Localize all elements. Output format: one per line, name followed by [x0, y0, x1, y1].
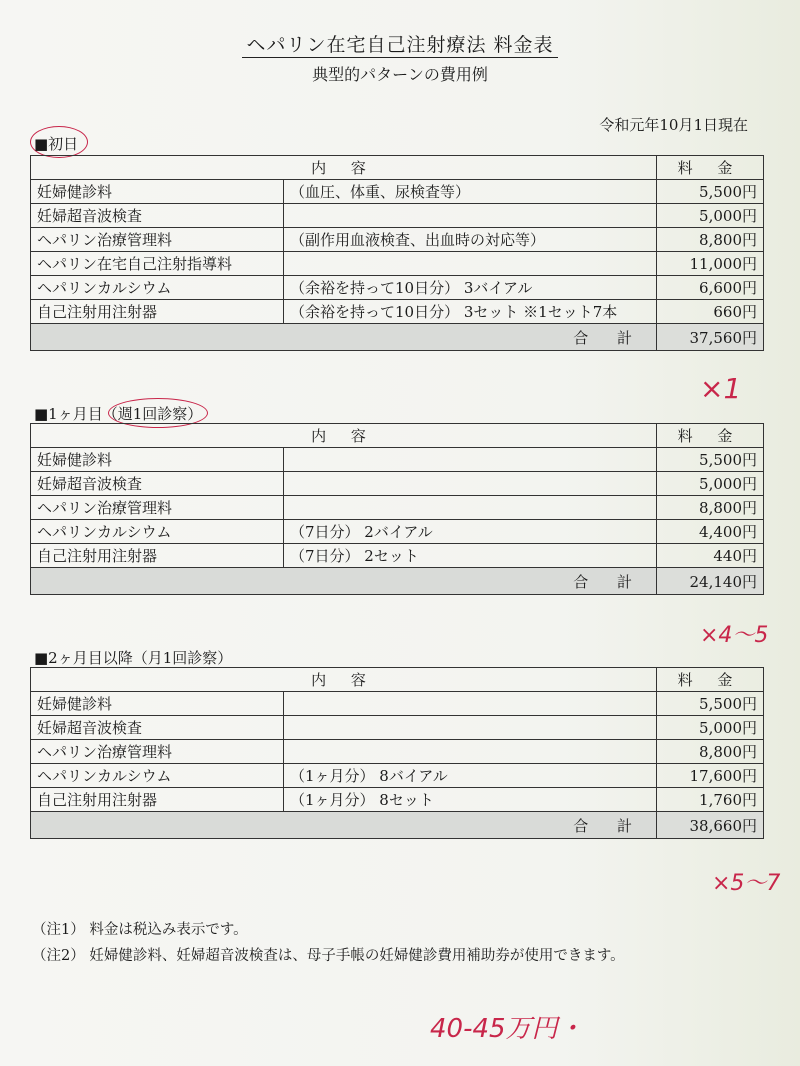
row-amount: 5,000円 [657, 716, 764, 740]
row-item: ヘパリン治療管理料 [31, 740, 284, 764]
row-item: 妊婦健診料 [31, 448, 284, 472]
row-item: 妊婦健診料 [31, 692, 284, 716]
row-amount: 8,800円 [657, 496, 764, 520]
row-amount: 17,600円 [657, 764, 764, 788]
section-label-day1: ■初日 [34, 135, 79, 153]
row-detail [284, 692, 657, 716]
document-title: ヘパリン在宅自己注射療法 料金表 [0, 30, 800, 57]
row-detail [284, 716, 657, 740]
row-detail: （余裕を持って10日分） 3セット ※1セット7本 [284, 300, 657, 324]
row-item: 自己注射用注射器 [31, 544, 284, 568]
row-amount: 660円 [657, 300, 764, 324]
row-detail: （副作用血液検査、出血時の対応等） [284, 228, 657, 252]
row-detail [284, 252, 657, 276]
table-header-row [31, 424, 764, 448]
note-1: （注1） 料金は税込み表示です。 [32, 922, 248, 938]
table-row [31, 544, 764, 568]
row-detail: （1ヶ月分） 8バイアル [284, 764, 657, 788]
table-row [31, 692, 764, 716]
row-detail: （7日分） 2セット [284, 544, 657, 568]
row-amount: 440円 [657, 544, 764, 568]
total-row [31, 324, 764, 351]
table-row [31, 448, 764, 472]
header-fee: 料 金 [657, 424, 764, 448]
header-fee: 料 金 [657, 156, 764, 180]
row-item: 自己注射用注射器 [31, 788, 284, 812]
row-item: 妊婦超音波検査 [31, 204, 284, 228]
header-content: 内 容 [31, 668, 657, 692]
row-amount: 8,800円 [657, 740, 764, 764]
row-amount: 1,760円 [657, 788, 764, 812]
row-detail: （7日分） 2バイアル [284, 520, 657, 544]
table-row [31, 204, 764, 228]
handwritten-multiplier-month2: ×5〜7 [712, 871, 781, 896]
row-amount: 5,500円 [657, 180, 764, 204]
header-content: 内 容 [31, 424, 657, 448]
row-amount: 6,600円 [657, 276, 764, 300]
table-row [31, 764, 764, 788]
total-row [31, 812, 764, 839]
table-row [31, 228, 764, 252]
section-label-month1: ■1ヶ月目（週1回診察） [34, 405, 203, 423]
row-amount: 11,000円 [657, 252, 764, 276]
handwritten-total-estimate: 40-45万円・ [430, 1014, 584, 1044]
total-row [31, 568, 764, 595]
row-item: 妊婦超音波検査 [31, 716, 284, 740]
row-detail [284, 448, 657, 472]
effective-date: 令和元年10月1日現在 [599, 116, 748, 134]
row-detail [284, 740, 657, 764]
table-row [31, 520, 764, 544]
section-label-month2: ■2ヶ月目以降（月1回診察） [34, 649, 233, 667]
note-2: （注2） 妊婦健診料、妊婦超音波検査は、母子手帳の妊婦健診費用補助券が使用できます。 [32, 948, 625, 964]
row-detail: （血圧、体重、尿検査等） [284, 180, 657, 204]
table-header-row [31, 156, 764, 180]
row-item: ヘパリン治療管理料 [31, 228, 284, 252]
row-item: ヘパリン在宅自己注射指導料 [31, 252, 284, 276]
table-row [31, 788, 764, 812]
fee-table-month2 [30, 667, 764, 839]
row-item: ヘパリンカルシウム [31, 276, 284, 300]
total-label: 合 計 [31, 324, 657, 351]
row-amount: 5,500円 [657, 692, 764, 716]
row-detail [284, 204, 657, 228]
row-detail: （余裕を持って10日分） 3バイアル [284, 276, 657, 300]
row-item: ヘパリンカルシウム [31, 520, 284, 544]
row-amount: 4,400円 [657, 520, 764, 544]
fee-table-month1 [30, 423, 764, 595]
row-detail [284, 496, 657, 520]
row-item: 妊婦健診料 [31, 180, 284, 204]
table-row [31, 740, 764, 764]
row-amount: 5,500円 [657, 448, 764, 472]
handwritten-multiplier-day1: ×1 [700, 372, 742, 405]
table-header-row [31, 668, 764, 692]
total-amount: 38,660円 [657, 812, 764, 839]
row-item: ヘパリン治療管理料 [31, 496, 284, 520]
row-item: 妊婦超音波検査 [31, 472, 284, 496]
total-label: 合 計 [31, 812, 657, 839]
fee-table-day1 [30, 155, 764, 351]
table-row [31, 252, 764, 276]
row-detail: （1ヶ月分） 8セット [284, 788, 657, 812]
row-item: 自己注射用注射器 [31, 300, 284, 324]
header-fee: 料 金 [657, 668, 764, 692]
table-row [31, 276, 764, 300]
row-amount: 5,000円 [657, 204, 764, 228]
handwritten-multiplier-month1: ×4〜5 [700, 623, 769, 648]
header-content: 内 容 [31, 156, 657, 180]
table-row [31, 716, 764, 740]
total-amount: 37,560円 [657, 324, 764, 351]
row-amount: 8,800円 [657, 228, 764, 252]
document-subtitle: 典型的パターンの費用例 [312, 65, 488, 84]
row-detail [284, 472, 657, 496]
table-row [31, 300, 764, 324]
row-amount: 5,000円 [657, 472, 764, 496]
row-item: ヘパリンカルシウム [31, 764, 284, 788]
total-label: 合 計 [31, 568, 657, 595]
total-amount: 24,140円 [657, 568, 764, 595]
table-row [31, 472, 764, 496]
table-row [31, 180, 764, 204]
table-row [31, 496, 764, 520]
